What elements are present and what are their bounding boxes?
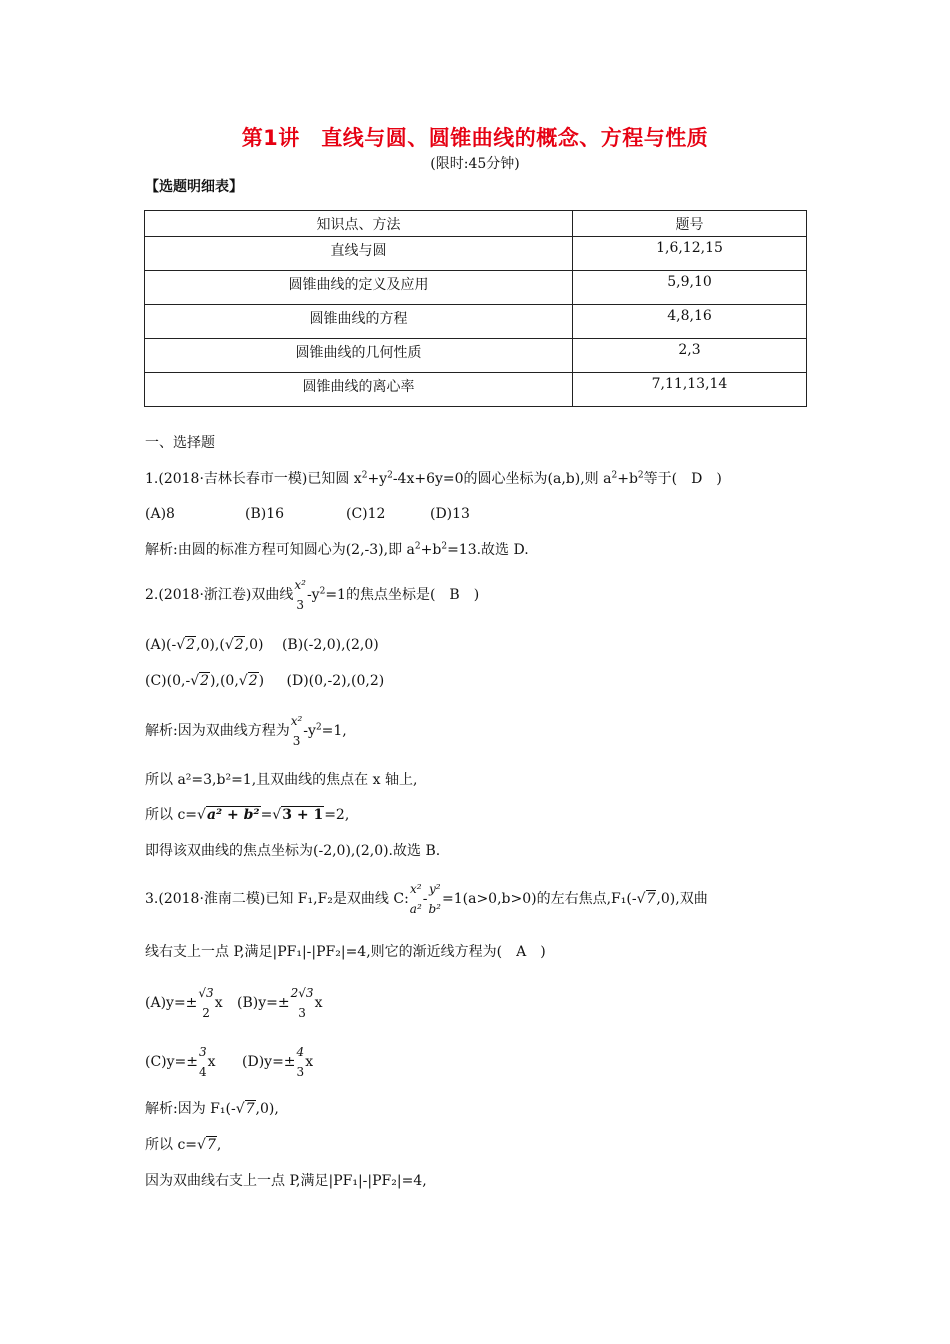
fraction-numerator: y² [428,882,441,896]
radicand: 2 [186,637,196,653]
q2-text: -y [306,587,320,603]
option-b: x [314,995,323,1011]
table-row [145,271,807,305]
analysis-text: =1, [321,723,347,739]
superscript: 2 [414,541,421,552]
fraction-denominator: 3 [296,598,304,612]
option-a: (A)8 [145,506,175,522]
analysis-text: 解析:因为双曲线方程为 [145,723,290,739]
table-row [145,305,807,339]
fraction [198,986,213,1020]
radicand: 2 [200,673,210,689]
question-2-analysis-3 [145,806,349,824]
q3-text: - [422,891,428,907]
radicand: a² + b² [206,807,260,823]
table-cell-topic: 圆锥曲线的定义及应用 [145,271,573,305]
option-a: x [214,995,223,1011]
sqrt-expression: √7 [636,891,656,907]
option-d: (D)13 [430,506,470,522]
question-3-analysis-3: 因为双曲线右支上一点 P,满足|PF₁|-|PF₂|=4, [145,1173,427,1189]
radicand: 7 [245,1101,255,1117]
superscript: 2 [361,470,368,481]
radicand: 2 [234,637,244,653]
fraction-denominator: 3 [298,1006,306,1020]
superscript: 2 [611,470,618,481]
fraction [199,1045,207,1079]
analysis-text: +b [420,542,442,558]
topic-table [144,210,807,407]
question-2-analysis-1 [145,714,347,748]
question-3-analysis-1 [145,1100,279,1118]
superscript: 2 [637,470,644,481]
question-2-analysis-2: 所以 a²=3,b²=1,且双曲线的焦点在 x 轴上, [145,772,418,788]
q1-text: +b [617,471,638,487]
fraction-denominator: 3 [292,734,301,748]
option-c: (C)y=± [145,1054,199,1070]
table-cell-number: 1,6,12,15 [573,237,807,271]
option-a: (A)(- [145,637,177,653]
table-cell-topic: 圆锥曲线的几何性质 [145,339,573,373]
fraction-denominator: 4 [199,1065,207,1079]
option-c: (C)(0,- [145,673,191,689]
option-b: (B)y=± [237,995,290,1011]
analysis-text: =13.故选 D. [447,542,529,558]
q3-text: 3.(2018·淮南二模)已知 F₁,F₂是双曲线 C: [145,891,409,907]
superscript: 2 [319,586,326,597]
analysis-text: ,0), [255,1101,279,1117]
question-2-options-row1 [145,636,379,654]
option-b: (B)16 [245,506,285,522]
option-c: ),(0, [210,673,239,689]
fraction [429,882,442,916]
table-header-number: 题号 [573,211,807,237]
table-cell-topic: 直线与圆 [145,237,573,271]
fraction-denominator: a² [409,902,422,916]
superscript: 2 [387,470,393,481]
question-2-stem [145,578,479,612]
option-c: x [207,1054,216,1070]
table-row [145,373,807,407]
fraction-numerator: 3 [199,1045,207,1059]
question-3-stem [145,882,708,916]
sqrt-expression: √3 + 1 [272,807,324,823]
fraction-denominator: 2 [202,1006,210,1020]
question-3-options-row1 [145,986,322,1020]
option-d: x [305,1054,314,1070]
analysis-text: = [260,807,273,823]
radicand: 2 [248,673,258,689]
option-b: (B)(-2,0),(2,0) [281,637,379,653]
sqrt-expression: √2 [238,673,258,689]
superscript: 2 [441,541,448,552]
fraction-numerator: 4 [296,1045,305,1059]
option-a: (A)y=± [145,995,198,1011]
analysis-text: 解析:因为 F₁(- [145,1101,236,1117]
q3-text: ,0),双曲 [656,891,708,907]
table-cell-topic: 圆锥曲线的离心率 [145,373,573,407]
option-c: (C)12 [346,506,386,522]
question-2-analysis-4: 即得该双曲线的焦点坐标为(-2,0),(2,0).故选 B. [145,843,441,859]
option-a: ,0),( [196,637,225,653]
page-title: 第1讲 直线与圆、圆锥曲线的概念、方程与性质 [241,126,709,150]
question-2-options-row2 [145,672,384,690]
q1-text: -4x+6y=0的圆心坐标为(a,b),则 a [392,471,612,487]
table-cell-number: 2,3 [573,339,807,373]
q3-text: =1(a>0,b>0)的左右焦点,F₁(- [442,891,637,907]
sqrt-expression: √2 [190,673,210,689]
q2-text: 2.(2018·浙江卷)双曲线 [145,587,294,603]
fraction-numerator: x² [294,578,306,592]
analysis-text: 解析:由圆的标准方程可知圆心为(2,-3),即 a [145,542,415,558]
option-d: (D)y=± [242,1054,296,1070]
question-1-analysis [145,541,529,559]
question-1-stem [145,470,722,488]
fraction [291,714,303,748]
radicand: 7 [646,891,656,907]
analysis-text: -y [303,723,316,739]
fraction [294,578,306,612]
q1-text: 1.(2018·吉林长春市一模)已知圆 x [145,471,362,487]
fraction-denominator: b² [428,902,441,916]
question-3-options-row2 [145,1045,313,1079]
table-row [145,339,807,373]
sqrt-expression: √7 [235,1101,255,1117]
fraction-numerator: 2√3 [290,986,314,1000]
table-caption: 【选题明细表】 [145,179,243,195]
question-3-analysis-2 [145,1136,221,1154]
sqrt-expression: √2 [176,637,196,653]
fraction-numerator: √3 [198,986,214,1000]
question-3-stem-2: 线右支上一点 P,满足|PF₁|-|PF₂|=4,则它的渐近线方程为( A ) [145,944,546,960]
question-1-options [145,505,470,523]
fraction [291,986,314,1020]
q2-text: =1的焦点坐标是( B ) [325,587,480,603]
q1-text: 等于( D ) [643,471,722,487]
time-limit: (限时:45分钟) [430,156,520,172]
sqrt-expression: √a² + b² [197,807,260,823]
table-row [145,237,807,271]
analysis-text: 所以 c= [145,807,198,823]
table-cell-number: 7,11,13,14 [573,373,807,407]
q1-text: +y [367,471,388,487]
table-header-row [145,211,807,237]
fraction-numerator: x² [409,882,422,896]
sqrt-expression: √7 [197,1137,216,1153]
fraction [410,882,422,916]
option-c: ) [258,673,265,689]
superscript: 2 [315,722,322,733]
radicand: 3 + 1 [282,807,324,823]
radicand: 7 [206,1137,216,1153]
fraction [297,1045,305,1079]
table-header-topic: 知识点、方法 [145,211,573,237]
analysis-text: 所以 c= [145,1137,198,1153]
option-d: (D)(0,-2),(0,2) [286,673,385,689]
option-a: ,0) [244,637,264,653]
sqrt-expression: √2 [224,637,244,653]
fraction-denominator: 3 [296,1065,305,1079]
table-cell-number: 5,9,10 [573,271,807,305]
fraction-numerator: x² [290,714,303,728]
analysis-text: =2, [324,807,350,823]
table-cell-number: 4,8,16 [573,305,807,339]
table-cell-topic: 圆锥曲线的方程 [145,305,573,339]
analysis-text: , [216,1137,222,1153]
section-heading: 一、选择题 [145,435,215,451]
